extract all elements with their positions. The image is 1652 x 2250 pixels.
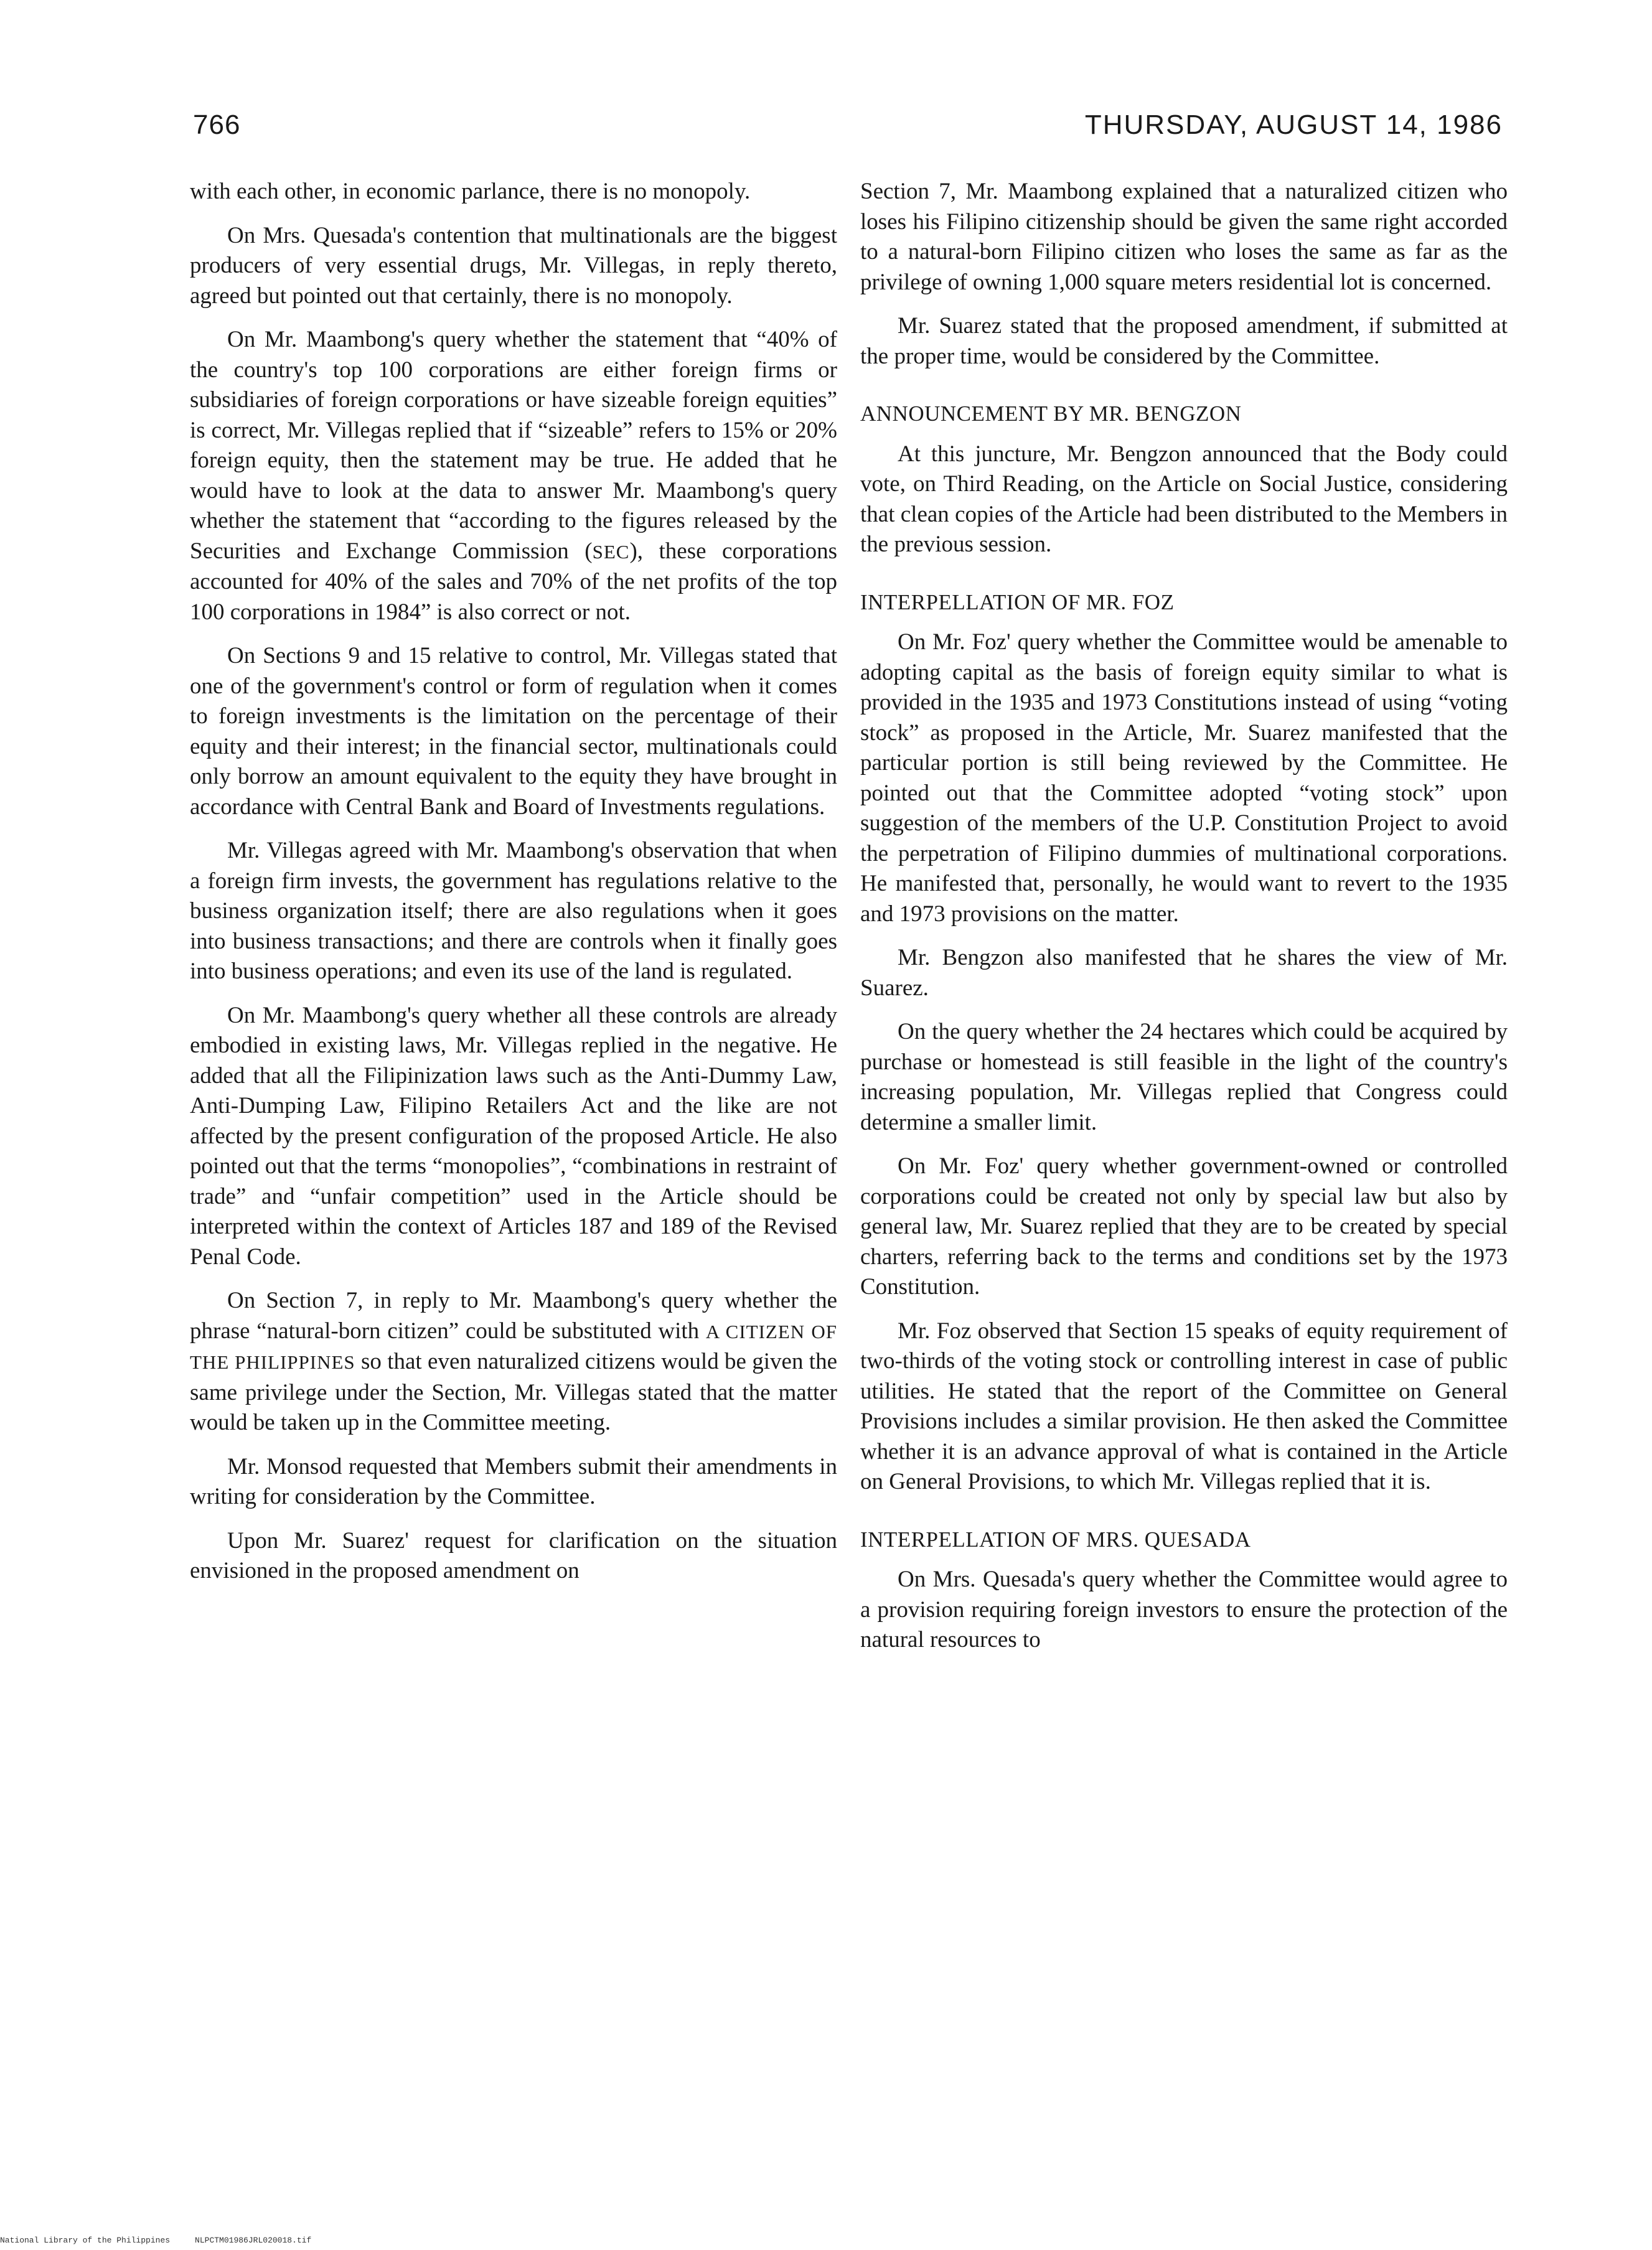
paragraph: Mr. Suarez stated that the proposed amendment, if submitted at the proper time, would be considered by the Committee. bbox=[860, 313, 1508, 369]
section-heading: ANNOUNCEMENT BY MR. BENGZON bbox=[860, 401, 1242, 426]
paragraph bbox=[190, 325, 837, 627]
paragraph: Upon Mr. Suarez' request for clarification on the situation envisioned in the proposed amendment on bbox=[190, 1527, 837, 1583]
paragraph: On Mrs. Quesada's query whether the Committee would agree to a provision requiring foreign investors to ensure the protection of the natural resources to bbox=[860, 1567, 1508, 1652]
paragraph: Section 7, Mr. Maambong explained that a naturalized citizen who loses his Filipino citizenship should be given the same right accorded to a natural-born Filipino citizen who loses the same as far as the privilege of owning 1,000 square meters residential lot is concerned. bbox=[860, 179, 1508, 295]
file-name: NLPCTM01986JRL020018.tif bbox=[195, 2236, 312, 2245]
paragraph-text: On Section 7, in reply to Mr. Maambong's query whether the phrase “natural-born citizen” could be substituted with bbox=[190, 1288, 837, 1344]
paragraph: On Sections 9 and 15 relative to control, Mr. Villegas stated that one of the government's control or form of regulation when it comes to foreign investments is the limitation on the percentage of their equity and their interest; in the financial sector, multinationals could only borrow an amount equivalent to the equity they have brought in accordance with Central Bank and Board of Investments regulations. bbox=[190, 643, 837, 820]
paragraph: On the query whether the 24 hectares which could be acquired by purchase or homestead is still feasible in the light of the country's increasing population, Mr. Villegas replied that Congress could determine a smaller limit. bbox=[860, 1019, 1508, 1135]
paragraph: Mr. Bengzon also manifested that he shares the view of Mr. Suarez. bbox=[860, 945, 1508, 1001]
running-head-date: THURSDAY, AUGUST 14, 1986 bbox=[1084, 110, 1503, 140]
proposed-phrase: A CITIZEN OF THE PHILIPPINES bbox=[190, 1320, 837, 1373]
paragraph: Mr. Villegas agreed with Mr. Maambong's observation that when a foreign firm invests, the government has regulations relative to the business organization itself; there are also regulations when it goes into business transactions; and there are controls when it finally goes into business operations; and even its use of the land is regulated. bbox=[190, 838, 837, 984]
paragraph: Mr. Monsod requested that Members submit their amendments in writing for consideration by the Committee. bbox=[190, 1453, 837, 1509]
section-heading: INTERPELLATION OF MRS. QUESADA bbox=[860, 1527, 1251, 1552]
paragraph-text: so that even naturalized citizens would be given the same privilege under the Section, Mr. Villegas stated that the matter would be taken up in the Committee meeting. bbox=[190, 1349, 837, 1435]
paragraph: with each other, in economic parlance, there is no monopoly. bbox=[190, 179, 751, 204]
paragraph bbox=[190, 1286, 837, 1438]
paragraph-text: ), these corporations accounted for 40% of the sales and 70% of the net profits of the top 100 corporations in 1984” is also correct or not. bbox=[190, 538, 837, 625]
left-column bbox=[190, 177, 837, 1600]
paragraph: On Mr. Foz' query whether government-owned or controlled corporations could be created not only by special law but also by general law, Mr. Suarez replied that they are to be created by special charters, referring back to the terms and conditions set by the 1973 Constitution. bbox=[860, 1153, 1508, 1300]
paragraph: On Mrs. Quesada's contention that multinationals are the biggest producers of very essential drugs, Mr. Villegas, in reply thereto, agreed but pointed out that certainly, there is no monopoly. bbox=[190, 222, 837, 309]
paragraph-text: On Mr. Maambong's query whether the statement that “40% of the country's top 100 corporations are either foreign firms or subsidiaries of foreign corporations or have sizeable foreign equities” is correct, Mr. Villegas replied that if “sizeable” refers to 15% or 20% foreign equity, then the statement may be true. He added that he would have to look at the data to answer Mr. Maambong's query whether the statement that “according to the figures released by the Securities and Exchange Commission ( bbox=[190, 327, 837, 564]
page-number: 766 bbox=[193, 110, 241, 140]
paragraph: At this juncture, Mr. Bengzon announced that the Body could vote, on Third Reading, on the Article on Social Justice, considering that clean copies of the Article had been distributed to the Members in the previous session. bbox=[860, 441, 1508, 557]
paragraph: Mr. Foz observed that Section 15 speaks of equity requirement of two-thirds of the voting stock or controlling interest in case of public utilities. He stated that the report of the Committee on General Provisions includes a similar provision. He then asked the Committee whether it is an advance approval of what is contained in the Article on General Provisions, to which Mr. Villegas replied that it is. bbox=[860, 1318, 1508, 1494]
paragraph: On Mr. Maambong's query whether all these controls are already embodied in existing laws, Mr. Villegas replied in the negative. He added that all the Filipinization laws such as the Anti-Dummy Law, Anti-Dumping Law, Filipino Retailers Act and the like are not affected by the present configuration of the proposed Article. He also pointed out that the terms “monopolies”, “combinations in restraint of trade” and “unfair competition” used in the Article should be interpreted within the context of Articles 187 and 189 of the Revised Penal Code. bbox=[190, 1002, 837, 1270]
paragraph: On Mr. Foz' query whether the Committee would be amenable to adopting capital as the basis of foreign equity similar to what is provided in the 1935 and 1973 Constitutions instead of using “voting stock” as proposed in the Article, Mr. Suarez manifested that the particular portion is still being reviewed by the Committee. He pointed out that the Committee adopted “voting stock” upon suggestion of the members of the U.P. Constitution Project to avoid the perpetration of Filipino dummies of multinational corporations. He manifested that, personally, he would want to revert to the 1935 and 1973 provisions on the matter. bbox=[860, 629, 1508, 927]
scan-footer bbox=[0, 2236, 311, 2245]
library-credit: National Library of the Philippines bbox=[0, 2236, 171, 2245]
right-column bbox=[860, 177, 1508, 1669]
section-heading: INTERPELLATION OF MR. FOZ bbox=[860, 589, 1175, 614]
abbreviation-sec: SEC bbox=[592, 540, 630, 563]
